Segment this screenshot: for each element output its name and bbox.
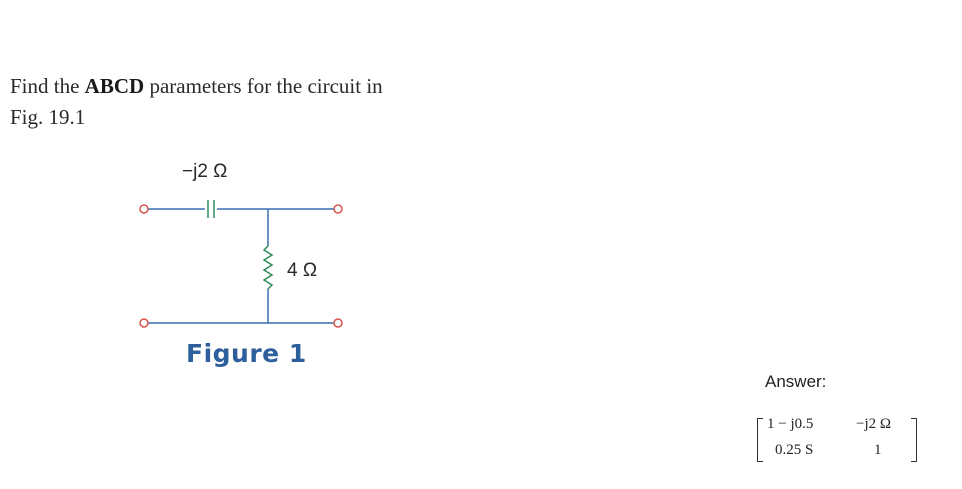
figure-caption: Figure 1 (186, 339, 307, 368)
question-bold-term: ABCD (84, 74, 145, 98)
question-figure-ref: Fig. 19.1 (10, 105, 86, 129)
matrix-cell-a: 1 − j0.5 (767, 416, 814, 432)
question-prefix: Find the (10, 74, 85, 98)
answer-label: Answer: (765, 372, 827, 391)
question-text (10, 71, 480, 133)
resistor-label: 4 Ω (287, 260, 318, 281)
answer-matrix (757, 416, 917, 464)
matrix-cell-b: −j2 Ω (856, 416, 892, 432)
matrix-cell-d: 1 (874, 442, 882, 458)
terminal-bottom-left (140, 319, 148, 327)
matrix-bracket-right (911, 418, 917, 462)
resistor-zigzag (264, 246, 272, 289)
matrix-bracket-left (757, 418, 763, 462)
question-suffix: parameters for the circuit in (144, 74, 383, 98)
terminal-top-left (140, 205, 148, 213)
matrix-cell-c: 0.25 S (775, 442, 814, 458)
terminal-bottom-right (334, 319, 342, 327)
terminal-top-right (334, 205, 342, 213)
capacitor-label: −j2 Ω (182, 161, 228, 182)
